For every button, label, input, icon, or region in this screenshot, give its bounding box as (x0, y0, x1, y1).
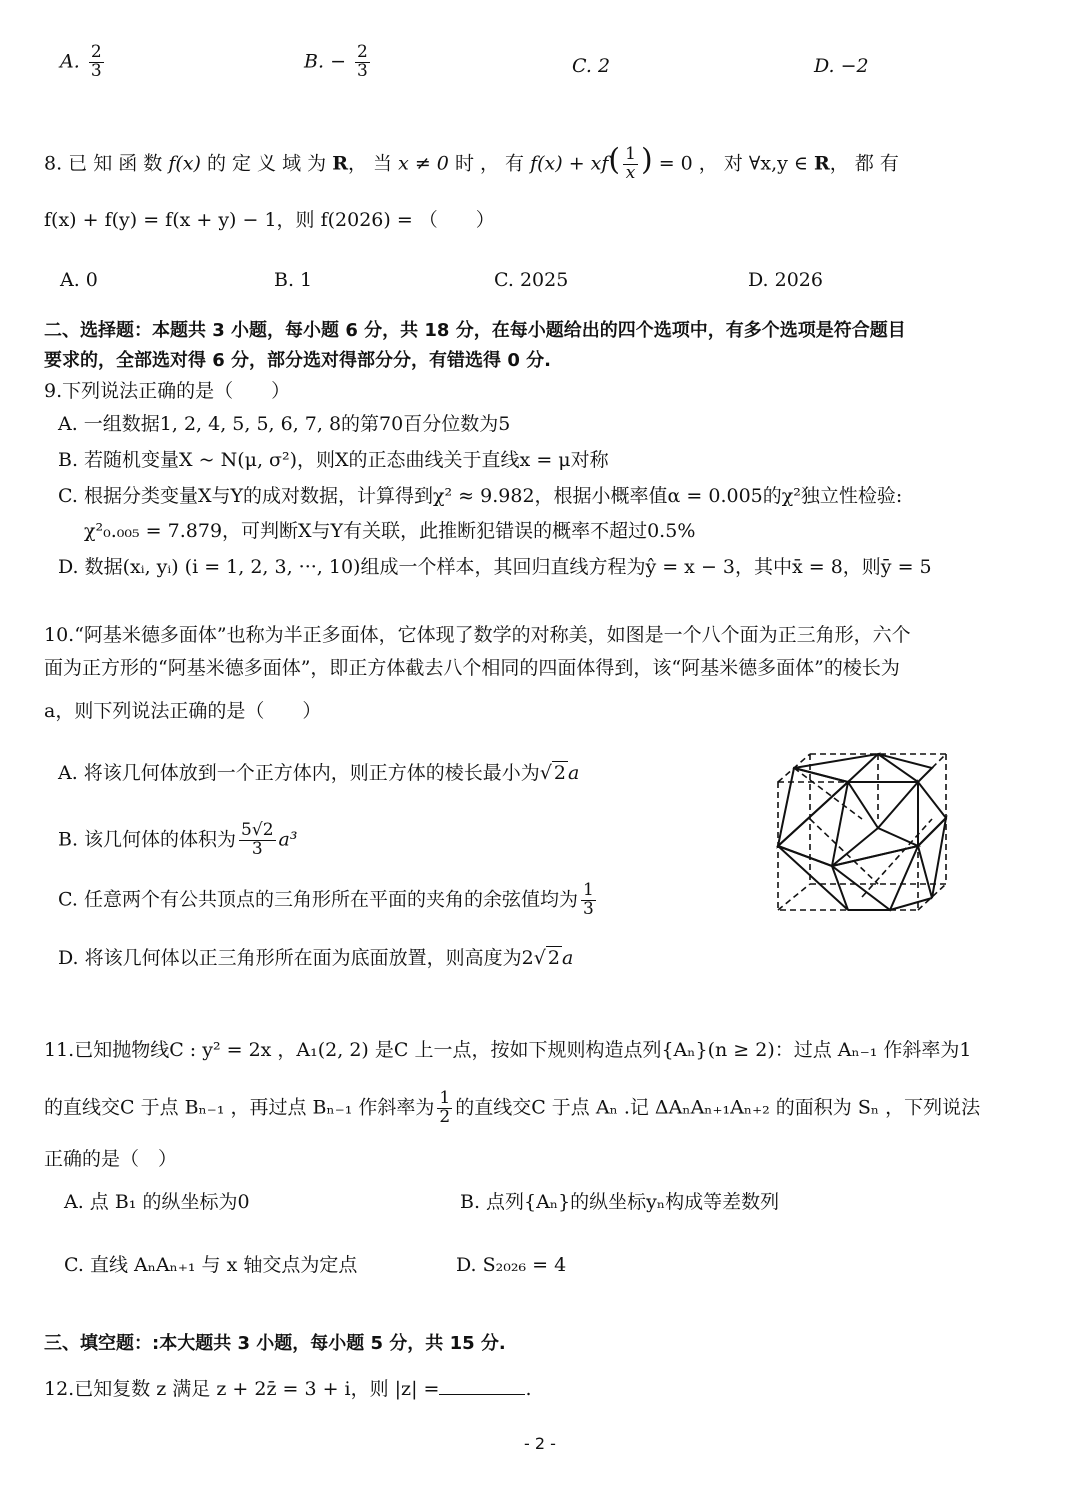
q8-math: f(x) + xf (530, 152, 609, 175)
variable: a (561, 947, 574, 969)
variable: a (568, 762, 580, 784)
q12-answer-blank[interactable] (439, 1376, 525, 1395)
q8-math-r: R (332, 152, 348, 175)
numerator: 2 (357, 42, 368, 62)
page-number: - 2 - (524, 1434, 556, 1453)
q8-paren-right: ) (640, 142, 653, 178)
q12-text: 12.已知复数 z 满足 z + 2z̄ = 3 + i，则 |z| = (44, 1378, 440, 1400)
denominator: 3 (90, 60, 102, 81)
q9-option-c-line1: C. 根据分类变量X与Y的成对数据，计算得到χ² ≈ 9.982，根据小概率值α = 0.005的χ²独立性检验: (58, 485, 903, 507)
numerator: 5√2 (241, 820, 274, 840)
q10-option-c-fraction (581, 882, 596, 919)
q10-option-b-fraction (239, 822, 275, 859)
denominator: x (625, 162, 636, 183)
q10-line1: 10.“阿基米德多面体”也称为半正多面体，它体现了数学的对称美，如图是一个八个面为正三角形，六个 (44, 624, 911, 646)
q7-option-a-label: A. (60, 50, 80, 73)
numerator: 1 (625, 144, 636, 164)
q11-option-c: C. 直线 AₙAₙ₊₁ 与 x 轴交点为定点 (64, 1254, 358, 1276)
q10-option-d-text: D. 将该几何体以正三角形所在面为底面放置，则高度为2 (58, 947, 534, 969)
q7-option-b-label: B. (304, 50, 325, 73)
q12-period: . (525, 1378, 532, 1400)
q9-option-b: B. 若随机变量X ~ N(μ, σ²)，则X的正态曲线关于直线x = μ对称 (58, 449, 609, 471)
q8-text: 的 定 义 域 为 (206, 152, 327, 175)
q10-option-c (58, 882, 599, 919)
q10-option-a (58, 760, 579, 786)
q7-option-a-fraction (89, 44, 104, 81)
q9-option-c-line2: χ²₀.₀₀₅ = 7.879，可判断X与Y有关联，此推断犯错误的概率不超过0.5% (84, 520, 696, 542)
q7-option-b-fraction (355, 44, 370, 81)
q8-paren-left: ( (608, 142, 621, 178)
denominator: 3 (357, 60, 368, 81)
numerator: 1 (439, 1088, 451, 1108)
denominator: 3 (251, 838, 263, 859)
q12-line (44, 1376, 531, 1402)
q9-stem: 9.下列说法正确的是（ ） (44, 380, 291, 402)
cuboctahedron-figure (770, 748, 954, 918)
q10-option-b (58, 822, 297, 859)
q7-option-b-sign: − (330, 50, 346, 73)
q8-math-r: R (814, 152, 830, 175)
sqrt: √ 2 (533, 947, 560, 969)
q10-option-b-text: B. 该几何体的体积为 (58, 828, 237, 851)
q8-option-c: C. 2025 (494, 269, 569, 291)
q11-line2-text-b: 的直线交C 于点 Aₙ .记 ΔAₙAₙ₊₁Aₙ₊₂ 的面积为 Sₙ ，下列说法 (455, 1096, 981, 1119)
q8-text: ， 都 有 (829, 152, 899, 175)
q8-math: x ≠ 0 (398, 152, 449, 175)
q9-option-d: D. 数据(xᵢ, yᵢ) (i = 1, 2, 3, ···, 10)组成一个样本，其回归直线方程为ŷ = x − 3，其中x̄ = 8，则ȳ = 5 (58, 556, 932, 578)
q8-option-d: D. 2026 (748, 269, 823, 291)
q8-option-a: A. 0 (60, 269, 98, 291)
section3-heading: 三、填空题：:本大题共 3 小题，每小题 5 分，共 15 分. (44, 1333, 506, 1354)
q10-option-a-text: A. 将该几何体放到一个正方体内，则正方体的棱长最小为 (58, 762, 540, 784)
denominator: 3 (582, 898, 594, 919)
numerator: 1 (582, 880, 594, 900)
q8-fraction (623, 146, 638, 183)
numerator: 2 (90, 42, 102, 62)
q11-line2-text-a: 的直线交C 于点 Bₙ₋₁ ，再过点 Bₙ₋₁ 作斜率为 (44, 1096, 435, 1119)
q10-option-d (58, 945, 573, 971)
q7-option-d: D. −2 (814, 55, 869, 77)
q10-line3: a，则下列说法正确的是（ ） (44, 700, 322, 722)
section2-heading-line1: 二、选择题：本题共 3 小题，每小题 6 分，共 18 分，在每小题给出的四个选项中，有多个选项是符合题目 (44, 320, 906, 341)
q8-option-b: B. 1 (274, 269, 313, 291)
radicand: 2 (553, 762, 567, 784)
section2-heading-line2: 要求的，全部选对得 6 分，部分选对得部分分，有错选得 0 分. (44, 350, 551, 371)
q11-option-a: A. 点 B₁ 的纵坐标为0 (64, 1191, 250, 1213)
q8-line1 (44, 142, 899, 183)
sqrt: √ 2 (539, 762, 567, 784)
q8-text: 8. 已 知 函 数 (44, 152, 163, 175)
q8-line2: f(x) + f(y) = f(x + y) − 1，则 f(2026) = （ ） (44, 209, 495, 231)
q7-option-b (304, 44, 373, 81)
q10-option-c-text: C. 任意两个有公共顶点的三角形所在平面的夹角的余弦值均为 (58, 888, 578, 911)
q7-option-c: C. 2 (572, 55, 611, 77)
q8-text: ， 当 (347, 152, 393, 175)
q11-option-b: B. 点列{Aₙ}的纵坐标yₙ构成等差数列 (460, 1191, 780, 1213)
variable: a³ (278, 828, 298, 851)
q11-line1: 11.已知抛物线C : y² = 2x ，A₁(2, 2) 是C 上一点，按如下规则构造点列{Aₙ}(n ≥ 2)：过点 Aₙ₋₁ 作斜率为1 (44, 1039, 972, 1061)
q11-line3: 正确的是（ ） (44, 1148, 178, 1170)
q11-option-d: D. S₂₀₂₆ = 4 (456, 1254, 567, 1276)
q8-math: f(x) (168, 152, 201, 175)
denominator: 2 (439, 1106, 451, 1127)
radicand: 2 (547, 947, 560, 969)
q10-line2: 面为正方形的“阿基米德多面体”，即正方体截去八个相同的四面体得到，该“阿基米德多面体”的棱长为 (44, 657, 900, 679)
q11-line2 (44, 1090, 980, 1127)
q8-text: = 0 ， 对 ∀x,y ∈ (658, 152, 808, 175)
q7-option-a (60, 44, 107, 81)
q9-option-a: A. 一组数据1, 2, 4, 5, 5, 6, 7, 8的第70百分位数为5 (58, 413, 511, 435)
q8-text: 时 ， 有 (454, 152, 525, 175)
q11-fraction (437, 1090, 452, 1127)
